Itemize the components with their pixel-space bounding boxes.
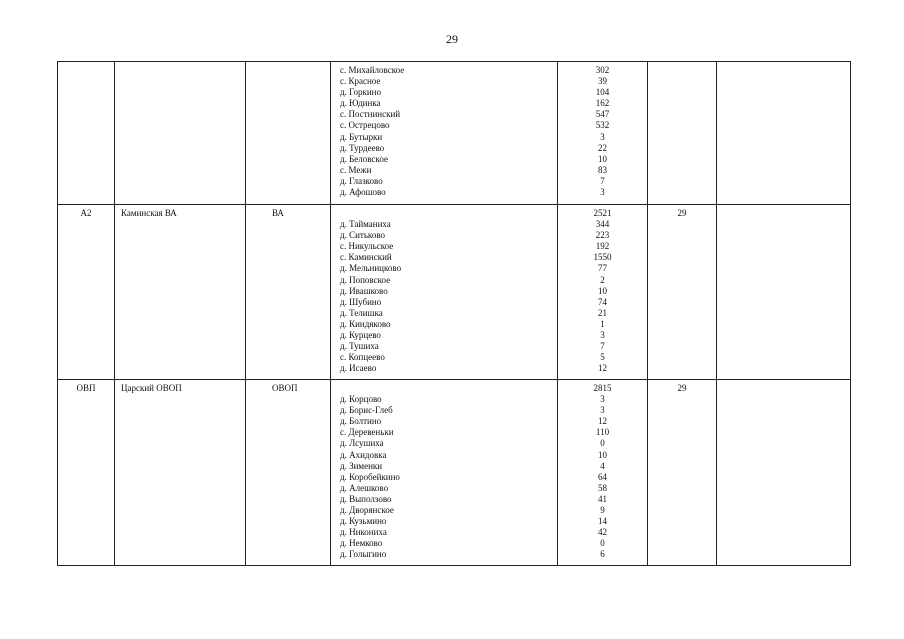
settlement-population: 3 xyxy=(600,330,605,341)
settlement-name: д. Ахидовка xyxy=(340,449,387,460)
settlement-name: с. Михайловское xyxy=(340,65,405,75)
unit-name-cell: Царский ОВОП xyxy=(115,380,246,566)
settlement-name: д. Турдеево xyxy=(340,142,385,153)
settlement-name: д. Глазково xyxy=(340,175,383,186)
settlement-name: д. Немково xyxy=(340,538,383,549)
settlement-name: д. Курцево xyxy=(340,330,381,341)
population-total: 2521 xyxy=(593,208,612,218)
settlement-population: 162 xyxy=(595,98,610,109)
settlement-population: 12 xyxy=(598,363,607,374)
settlement-list-cell xyxy=(331,205,558,380)
settlement-name: д. Киндяково xyxy=(340,318,391,329)
settlement-population: 344 xyxy=(595,219,610,230)
settlement-list-cell xyxy=(331,380,558,566)
spacer-line xyxy=(331,208,557,219)
population-list-cell xyxy=(558,205,648,380)
settlement-population: 21 xyxy=(598,307,607,318)
settlement-population: 42 xyxy=(598,527,607,538)
unit-type-cell xyxy=(246,62,331,205)
settlement-population: 2 xyxy=(600,274,605,285)
settlement-name: д. Юдинка xyxy=(340,98,381,109)
settlement-name: д. Тайманиха xyxy=(340,219,391,230)
settlement-name: д. Болтино xyxy=(340,416,382,427)
settlement-name: д. Коробейкино xyxy=(340,471,400,482)
settlement-population: 5 xyxy=(600,352,605,363)
unit-code-cell xyxy=(58,62,115,205)
settlement-name: с. Межи xyxy=(340,164,372,175)
table-row xyxy=(58,380,851,566)
settlement-name: д. Зименки xyxy=(340,460,383,471)
settlement-population: 64 xyxy=(598,471,607,482)
settlement-name: д. Борис-Глеб xyxy=(340,405,393,416)
settlement-population: 3 xyxy=(600,394,605,405)
settlement-name: д. Тушиха xyxy=(340,341,379,352)
settlement-population: 10 xyxy=(598,285,607,296)
settlement-name: д. Кузьмино xyxy=(340,516,387,527)
settlement-population: 14 xyxy=(598,516,607,527)
settlement-population: 547 xyxy=(595,109,610,120)
settlement-population: 3 xyxy=(600,187,605,198)
settlement-population: 74 xyxy=(598,296,607,307)
settlement-population: 22 xyxy=(598,142,607,153)
settlement-name: д. Голыгино xyxy=(340,549,387,560)
settlement-name: д. Шубино xyxy=(340,296,382,307)
settlement-population: 58 xyxy=(598,482,607,493)
settlement-population: 83 xyxy=(598,164,607,175)
unit-type-cell: ВА xyxy=(246,205,331,380)
settlement-name: с. Постнинский xyxy=(340,109,401,120)
settlement-name: д. Телишка xyxy=(340,307,383,318)
settlement-name: д. Поповское xyxy=(340,274,391,285)
settlement-name: д. Бутырки xyxy=(340,131,383,142)
settlement-population: 4 xyxy=(600,460,605,471)
settlement-population: 9 xyxy=(600,505,605,516)
settlement-population: 223 xyxy=(595,230,610,241)
settlement-population: 3 xyxy=(600,405,605,416)
settlement-list-cell xyxy=(331,62,558,205)
population-total: 2815 xyxy=(593,383,612,393)
unit-name-cell: Каминская ВА xyxy=(115,205,246,380)
settlement-name: д. Мельницково xyxy=(340,263,402,274)
empty-cell xyxy=(717,62,851,205)
table-body xyxy=(58,62,851,566)
settlement-name: с. Острецово xyxy=(340,120,390,131)
settlement-name: д. Корцово xyxy=(340,394,382,405)
settlement-name: д. Никониха xyxy=(340,527,387,538)
empty-cell xyxy=(717,380,851,566)
settlement-population: 110 xyxy=(595,427,610,438)
settlement-name: д. Беловское xyxy=(340,153,388,164)
settlement-population: 10 xyxy=(598,153,607,164)
settlement-population: 192 xyxy=(595,241,610,252)
empty-cell xyxy=(717,205,851,380)
population-list-cell xyxy=(558,62,648,205)
settlement-population: 0 xyxy=(600,438,605,449)
settlement-population: 1550 xyxy=(593,252,612,263)
target-value-cell: 29 xyxy=(648,380,717,566)
settlement-population: 1 xyxy=(600,318,605,329)
settlement-population: 0 xyxy=(600,538,605,549)
settlements-table xyxy=(57,61,851,566)
settlement-population: 39 xyxy=(598,76,607,87)
unit-code-cell: А2 xyxy=(58,205,115,380)
settlement-name: с. Деревеньки xyxy=(340,427,394,438)
page-number: 29 xyxy=(446,32,458,46)
settlement-population: 7 xyxy=(600,175,605,186)
settlement-name: с. Копцеево xyxy=(340,352,385,363)
settlement-population: 77 xyxy=(598,263,607,274)
settlement-name: д. Выползово xyxy=(340,493,392,504)
settlement-name: с. Красное xyxy=(340,76,381,87)
table-row xyxy=(58,62,851,205)
unit-name-cell xyxy=(115,62,246,205)
settlement-name: д. Лсушиха xyxy=(340,438,384,449)
settlement-population: 532 xyxy=(595,120,610,131)
settlement-population: 302 xyxy=(595,65,610,75)
unit-type-cell: ОВОП xyxy=(246,380,331,566)
settlement-name: с. Каминский xyxy=(340,252,392,263)
settlement-population: 6 xyxy=(600,549,605,560)
settlement-population: 10 xyxy=(598,449,607,460)
target-value-cell xyxy=(648,62,717,205)
settlement-population: 7 xyxy=(600,341,605,352)
settlement-name: д. Алешково xyxy=(340,482,389,493)
table-row xyxy=(58,205,851,380)
settlement-population: 12 xyxy=(598,416,607,427)
settlement-name: д. Ивашково xyxy=(340,285,388,296)
settlement-population: 104 xyxy=(595,87,610,98)
population-list-cell xyxy=(558,380,648,566)
settlement-population: 41 xyxy=(598,493,607,504)
spacer-line xyxy=(331,383,557,394)
settlement-name: д. Афошово xyxy=(340,187,386,198)
settlement-name: с. Никульское xyxy=(340,241,394,252)
settlement-name: д. Горкино xyxy=(340,87,381,98)
unit-code-cell: ОВП xyxy=(58,380,115,566)
settlement-name: д. Дворянское xyxy=(340,505,394,516)
settlement-name: д. Исаево xyxy=(340,363,377,374)
settlement-population: 3 xyxy=(600,131,605,142)
target-value-cell: 29 xyxy=(648,205,717,380)
settlement-name: д. Ситьково xyxy=(340,230,386,241)
